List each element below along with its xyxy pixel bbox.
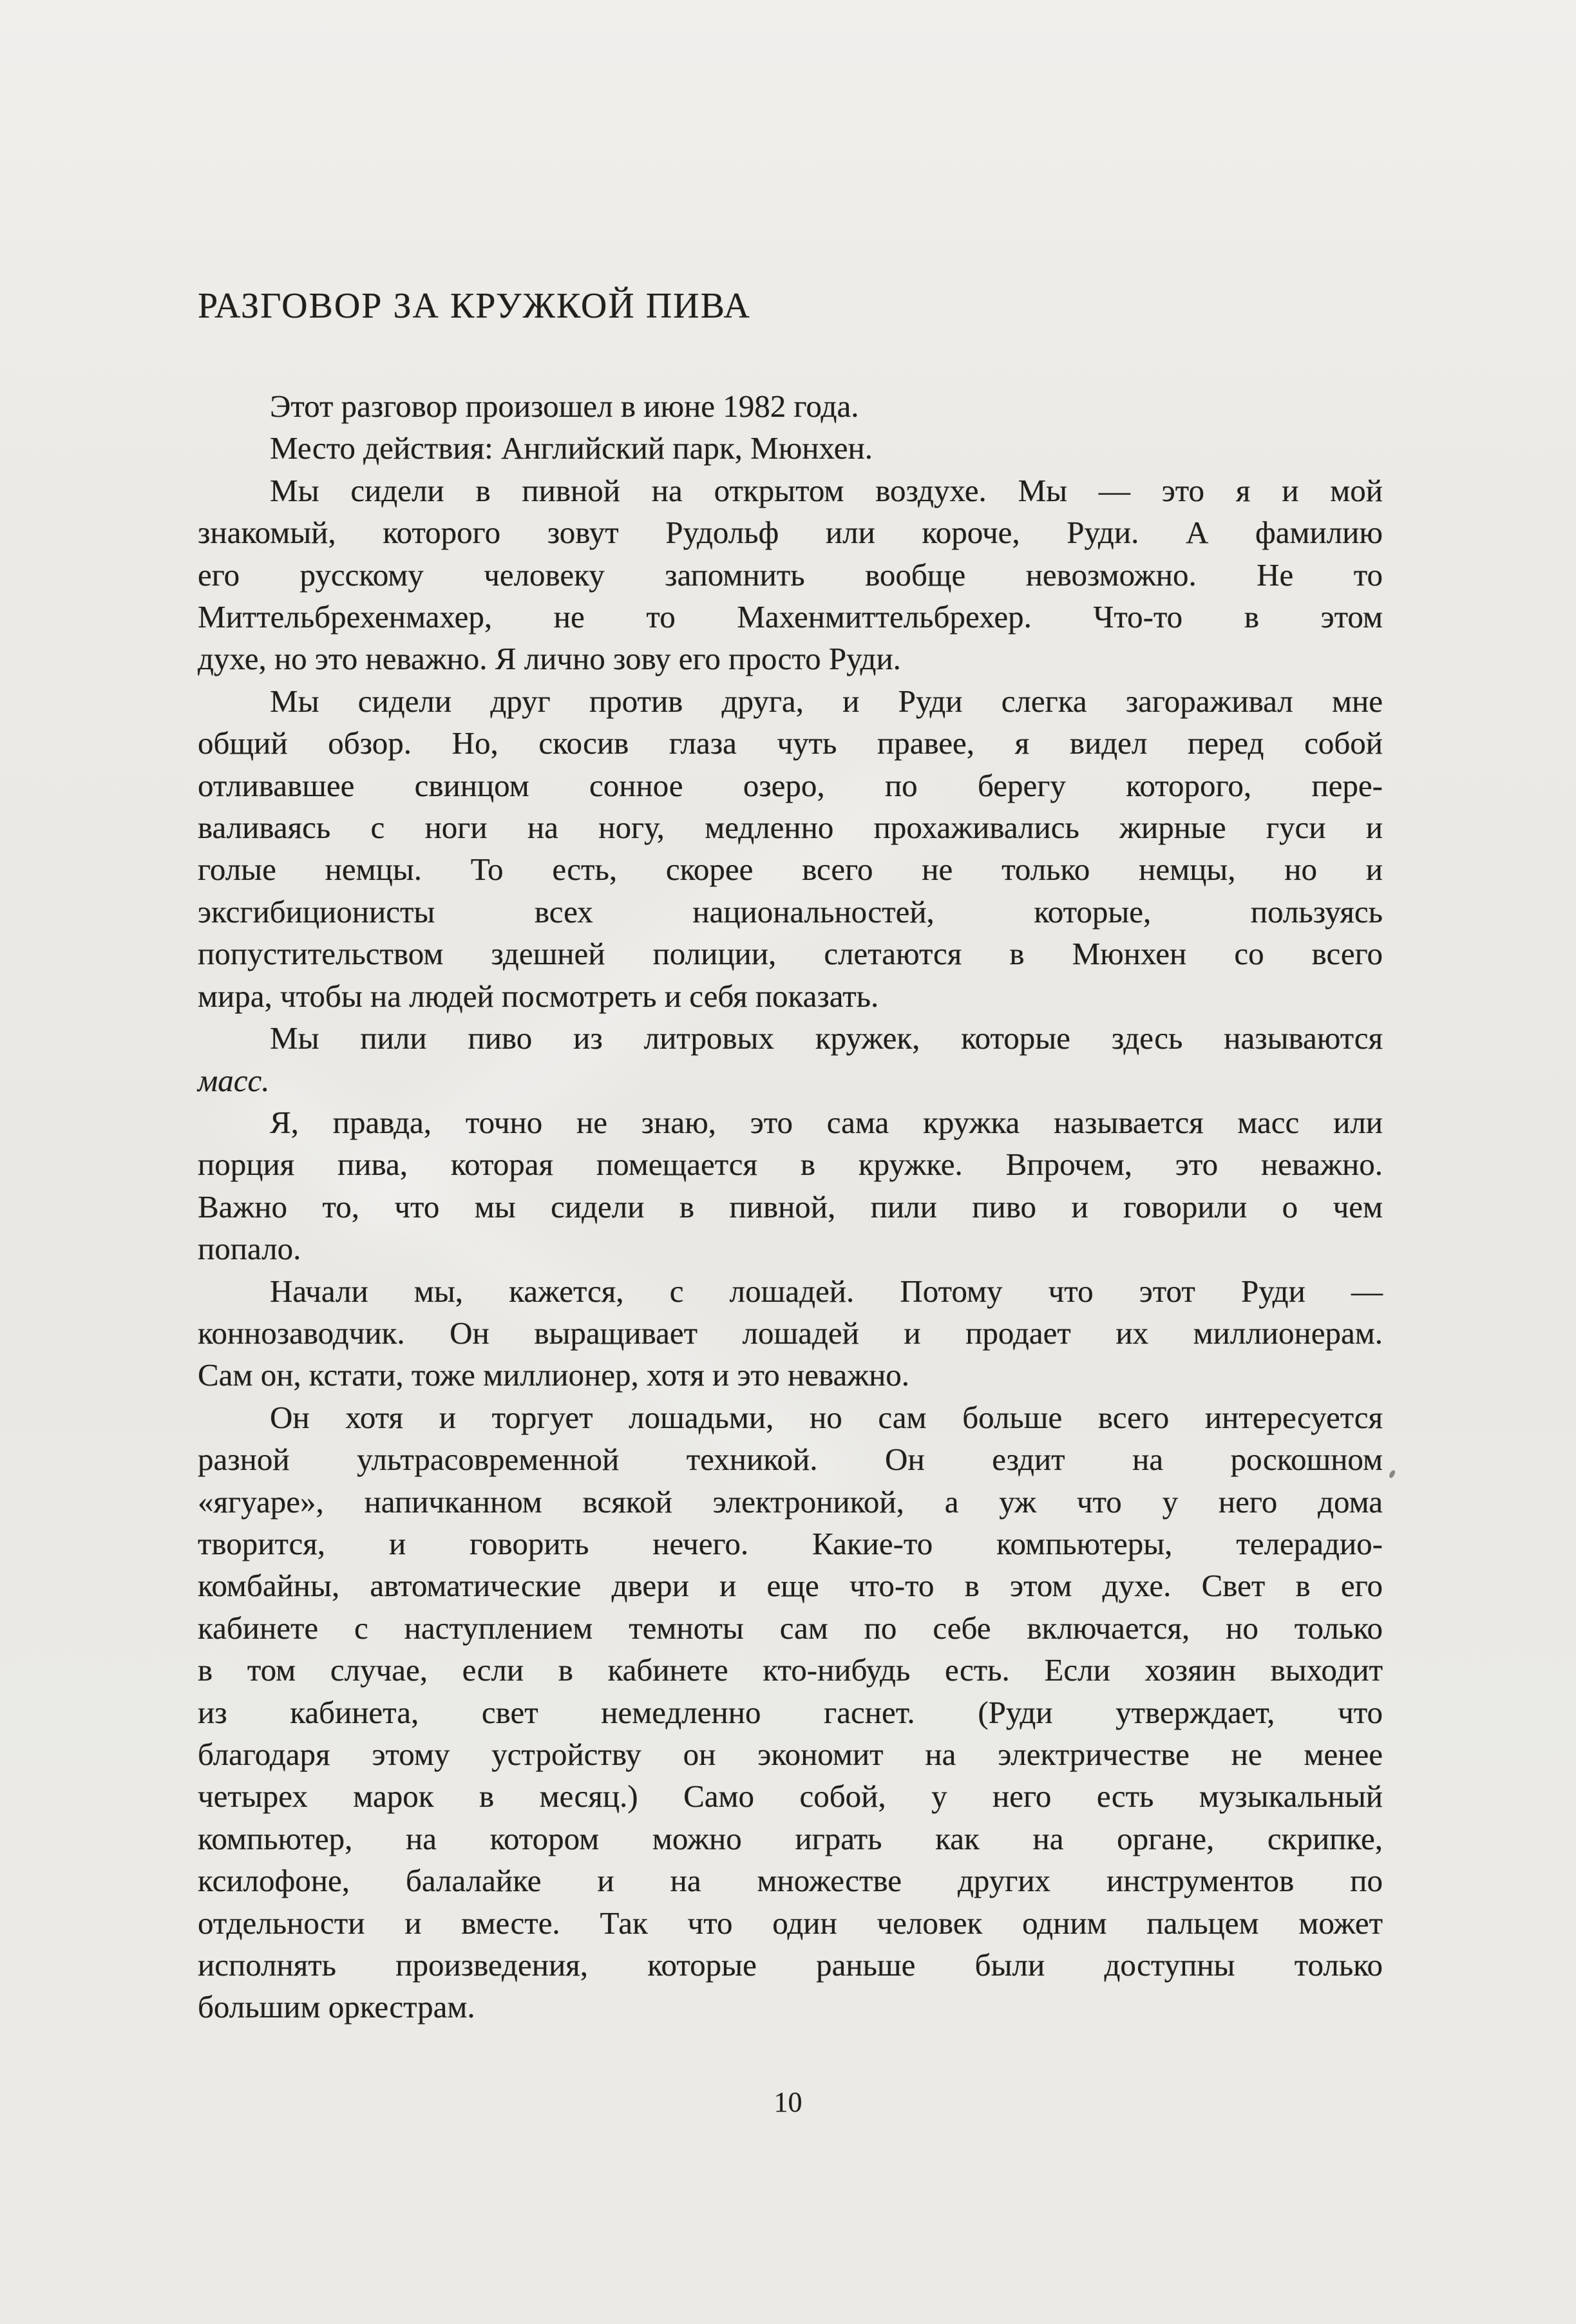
text-line: коннозаводчик. Он выращивает лошадей и продает их миллионерам. bbox=[198, 1315, 1383, 1351]
text-line: отдельности и вместе. Так что один человек одним пальцем может bbox=[198, 1905, 1383, 1941]
text-line: разной ультрасовременной техникой. Он ездит на роскошном bbox=[198, 1442, 1383, 1478]
paragraph bbox=[198, 470, 1383, 680]
paragraph bbox=[198, 427, 1383, 469]
page-number: 10 bbox=[774, 2086, 802, 2118]
text-line: творится, и говорить нечего. Какие-то компьютеры, телерадио- bbox=[198, 1525, 1383, 1561]
text-line: духе, но это неважно. Я лично зову его просто Руди. bbox=[198, 641, 901, 677]
text-line: мира, чтобы на людей посмотреть и себя показать. bbox=[198, 978, 879, 1014]
text-line: Начали мы, кажется, с лошадей. Потому что этот Руди — bbox=[270, 1273, 1383, 1309]
text-line: Этот разговор произошел в июне 1982 года. bbox=[270, 388, 859, 424]
text-line: Миттельбрехенмахер, не то Махенмиттельбрехер. Что-то в этом bbox=[198, 599, 1383, 635]
text-line: из кабинета, свет немедленно гаснет. (Руди утверждает, что bbox=[198, 1694, 1383, 1730]
text-line: отливавшее свинцом сонное озеро, по берегу которого, пере- bbox=[198, 767, 1383, 803]
paragraph bbox=[198, 680, 1383, 1017]
text-line: кабинете с наступлением темноты сам по себе включается, но только bbox=[198, 1610, 1383, 1646]
text-line: масс. bbox=[198, 1062, 270, 1098]
text-line: порция пива, которая помещается в кружке. Впрочем, это неважно. bbox=[198, 1147, 1383, 1183]
text-line: общий обзор. Но, скосив глаза чуть правее, я видел перед собой bbox=[198, 725, 1383, 761]
paragraph bbox=[198, 1017, 1383, 1101]
text-line: в том случае, если в кабинете кто-нибудь есть. Если хозяин выходит bbox=[198, 1652, 1383, 1688]
text-line: эксгибиционисты всех национальностей, которые, пользуясь bbox=[198, 893, 1383, 929]
text-line: голые немцы. То есть, скорее всего не только немцы, но и bbox=[198, 852, 1383, 888]
text-line: валиваясь с ноги на ногу, медленно прохаживались жирные гуси и bbox=[198, 810, 1383, 846]
text-line: компьютер, на котором можно играть как на органе, скрипке, bbox=[198, 1820, 1383, 1856]
text-line: Мы сидели друг против друга, и Руди слегка загораживал мне bbox=[270, 683, 1383, 719]
paragraph bbox=[198, 385, 1383, 427]
text-line: Место действия: Английский парк, Мюнхен. bbox=[270, 430, 873, 466]
text-line: его русскому человеку запомнить вообще невозможно. Не то bbox=[198, 557, 1383, 593]
text-line: Я, правда, точно не знаю, это сама кружка называется масс или bbox=[270, 1104, 1383, 1140]
body-text bbox=[198, 385, 1383, 2028]
text-line: четырех марок в месяц.) Само собой, у него есть музыкальный bbox=[198, 1778, 1383, 1814]
paragraph bbox=[198, 1396, 1383, 2028]
ink-speck bbox=[1389, 1469, 1396, 1479]
text-line: благодаря этому устройству он экономит на электричестве не менее bbox=[198, 1737, 1383, 1772]
text-line: исполнять произведения, которые раньше были доступны только bbox=[198, 1947, 1383, 1983]
text-line: комбайны, автоматические двери и еще что-то в этом духе. Свет в его bbox=[198, 1568, 1383, 1604]
text-line: Мы пили пиво из литровых кружек, которые здесь называются bbox=[270, 1020, 1383, 1056]
text-line: Он хотя и торгует лошадьми, но сам больше всего интересуется bbox=[270, 1399, 1383, 1435]
text-line: Сам он, кстати, тоже миллионер, хотя и это неважно. bbox=[198, 1357, 910, 1393]
paragraph bbox=[198, 1101, 1383, 1270]
text-line: попустительством здешней полиции, слетаются в Мюнхен со всего bbox=[198, 936, 1383, 972]
text-line: Важно то, что мы сидели в пивной, пили пиво и говорили о чем bbox=[198, 1188, 1383, 1224]
text-line: «ягуаре», напичканном всякой электроникой, а уж что у него дома bbox=[198, 1483, 1383, 1519]
text-line: ксилофоне, балалайке и на множестве других инструментов по bbox=[198, 1863, 1383, 1899]
text-line: Мы сидели в пивной на открытом воздухе. Мы — это я и мой bbox=[270, 472, 1383, 508]
text-line: большим оркестрам. bbox=[198, 1989, 475, 2025]
text-line: знакомый, которого зовут Рудольф или короче, Руди. А фамилию bbox=[198, 515, 1383, 551]
page-title: РАЗГОВОР ЗА КРУЖКОЙ ПИВА bbox=[198, 286, 751, 326]
paragraph bbox=[198, 1270, 1383, 1396]
text-line: попало. bbox=[198, 1231, 301, 1267]
